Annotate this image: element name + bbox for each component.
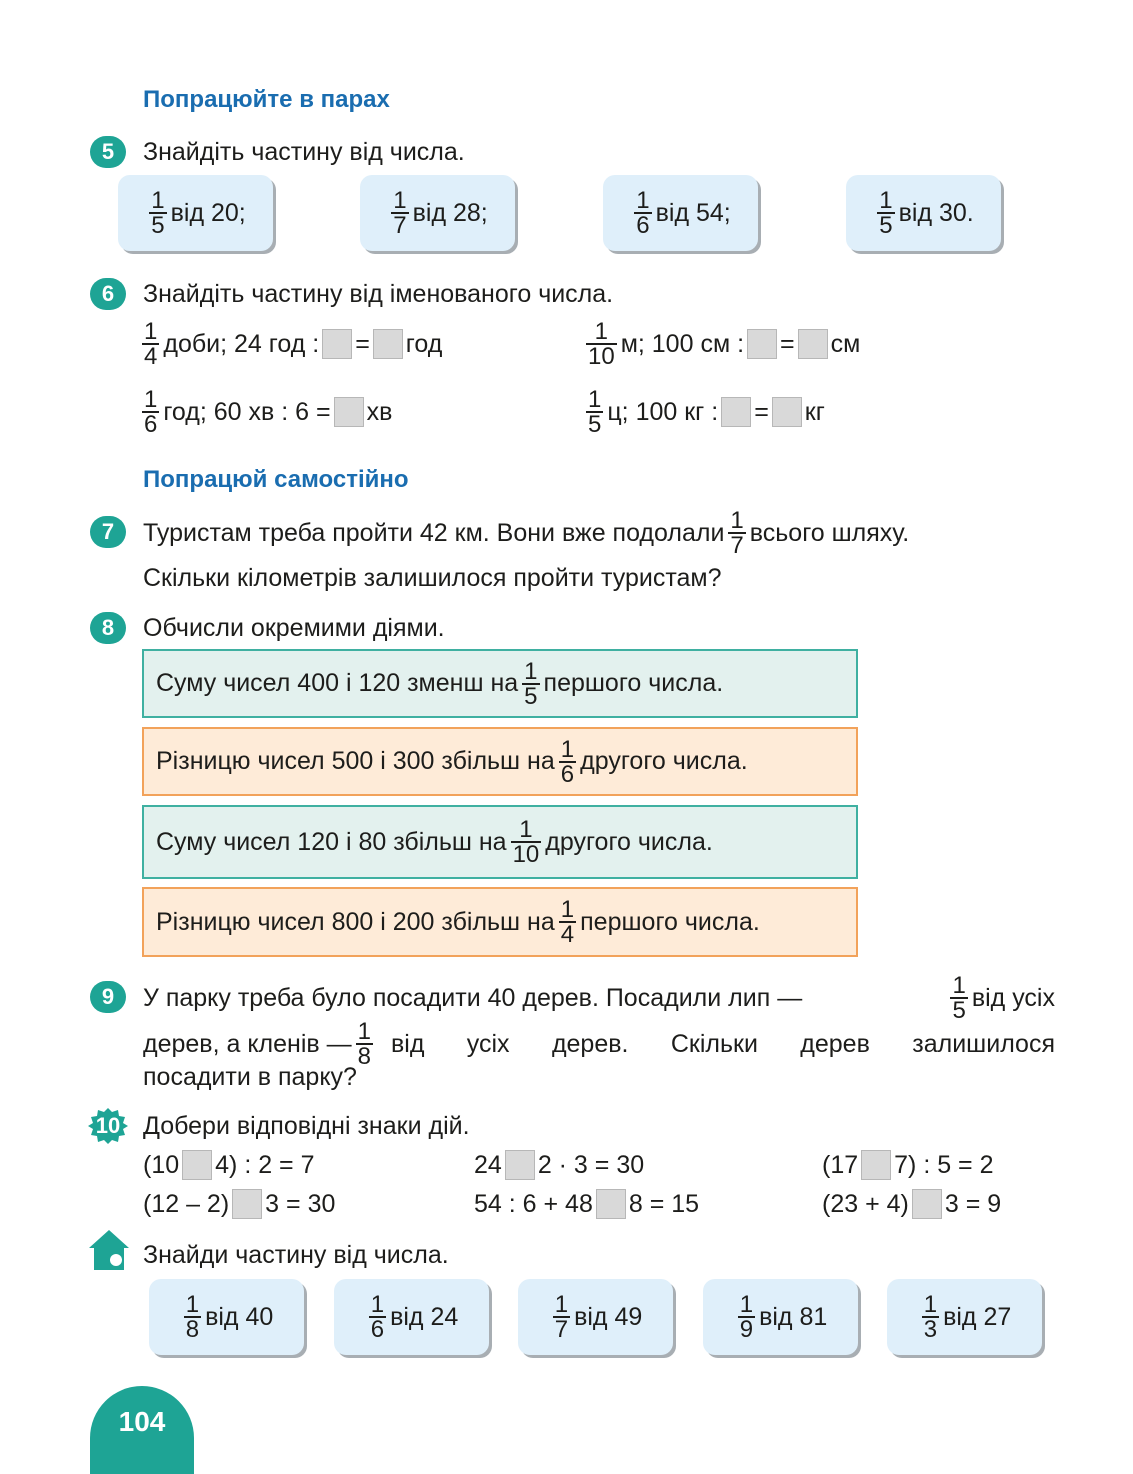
answer-box[interactable] [721, 397, 751, 427]
answer-box[interactable] [798, 329, 828, 359]
sign-box[interactable] [912, 1189, 942, 1219]
homework-card: $\frac{1}{6}$ від 24 [334, 1279, 489, 1355]
sign-box[interactable] [505, 1150, 535, 1180]
task8-text: Обчисли окремими діями. [143, 614, 445, 642]
task9-line2: дерев, а кленів — $\frac{1}{8}$ від усіх дерев. Скільки дерев залишилося [143, 1018, 1055, 1070]
fraction: $\frac{1}{7}$ [554, 1291, 569, 1343]
homework-card: $\frac{1}{9}$ від 81 [703, 1279, 858, 1355]
task7-line2: Скільки кілометрів залишилося пройти туристам? [143, 564, 722, 592]
task-number-10: 10 [95, 1113, 121, 1138]
task8-row: Суму чисел 120 і 80 збільш на $\frac{1}{10}$ другого числа. [142, 805, 858, 879]
task-number-7: 7 [90, 516, 126, 548]
answer-box[interactable] [334, 397, 364, 427]
fraction: $\frac{1}{5}$ [879, 187, 893, 239]
task10-expression: 54 : 6 + 48 8 = 15 [474, 1189, 700, 1218]
fraction: $\frac{1}{6}$ [636, 187, 650, 239]
task5-card: $\frac{1}{5}$ від 20; [118, 175, 273, 251]
fraction: $\frac{1}{7}$ [393, 187, 407, 239]
fraction: $\frac{1}{4}$ [560, 896, 575, 948]
fraction: $\frac{1}{5}$ [524, 657, 538, 710]
task-number-8: 8 [90, 612, 126, 644]
task10-expression: (10 4) : 2 = 7 [143, 1150, 315, 1179]
sign-box[interactable] [596, 1189, 626, 1219]
task-number-5: 5 [90, 136, 126, 168]
task-number-6: 6 [90, 278, 126, 310]
homework-card: $\frac{1}{7}$ від 49 [518, 1279, 673, 1355]
fraction: $\frac{1}{10}$ [512, 816, 540, 868]
task8-row: Суму чисел 400 і 120 зменш на $\frac{1}{5}$ першого числа. [142, 649, 858, 718]
task10-text: Добери відповідні знаки дій. [143, 1112, 470, 1140]
task7-line1: Туристам треба пройти 42 км. Вони вже подолали $\frac{1}{7}$ всього шляху. [143, 507, 910, 559]
fraction: $\frac{1}{4}$ [144, 318, 158, 370]
task10-expression: (23 + 4) 3 = 9 [822, 1189, 1002, 1218]
sign-box[interactable] [861, 1150, 891, 1180]
sign-box[interactable] [232, 1189, 262, 1219]
task8-row: Різницю чисел 500 і 300 збільш на $\frac{1}{6}$ другого числа. [142, 727, 858, 796]
fraction: $\frac{1}{5}$ [952, 972, 966, 1024]
section-title-self: Попрацюй самостійно [143, 466, 409, 493]
answer-box[interactable] [322, 329, 352, 359]
task5-card: $\frac{1}{7}$ від 28; [360, 175, 515, 251]
homework-text: Знайди частину від числа. [143, 1241, 449, 1269]
fraction: $\frac{1}{6}$ [370, 1291, 385, 1343]
homework-card: $\frac{1}{3}$ від 27 [887, 1279, 1042, 1355]
task5-card: $\frac{1}{5}$ від 30. [846, 175, 1001, 251]
task6-item: $\frac{1}{6}$ год; 60 хв : 6 = хв [144, 386, 393, 438]
section-title-pairs: Попрацюйте в парах [143, 86, 390, 113]
fraction: $\frac{1}{9}$ [739, 1291, 754, 1343]
answer-box[interactable] [373, 329, 403, 359]
answer-box[interactable] [747, 329, 777, 359]
task10-expression: (17 7) : 5 = 2 [822, 1150, 994, 1179]
task8-row: Різницю чисел 800 і 200 збільш на $\frac{1}{4}$ першого числа. [142, 887, 858, 957]
task5-text: Знайдіть частину від числа. [143, 138, 465, 166]
home-icon [88, 1228, 130, 1272]
task9-line1: У парку треба було посадити 40 дерев. Посадили лип — $\frac{1}{5}$ від усіх [143, 972, 1055, 1024]
answer-box[interactable] [772, 397, 802, 427]
page-number: 104 [118, 1406, 166, 1437]
task-number-9: 9 [90, 981, 126, 1013]
task6-text: Знайдіть частину від іменованого числа. [143, 280, 614, 308]
fraction: $\frac{1}{6}$ [560, 735, 575, 788]
fraction: $\frac{1}{7}$ [730, 507, 744, 559]
homework-card: $\frac{1}{8}$ від 40 [149, 1279, 304, 1355]
task6-item: $\frac{1}{10}$ м; 100 см : = см [588, 318, 861, 370]
task9-line3: посадити в парку? [143, 1063, 357, 1091]
task10-expression: (12 – 2) 3 = 30 [143, 1189, 336, 1218]
fraction: $\frac{1}{3}$ [923, 1291, 938, 1343]
fraction: $\frac{1}{10}$ [588, 318, 615, 370]
task6-item: $\frac{1}{5}$ ц; 100 кг : = кг [588, 386, 825, 438]
fraction: $\frac{1}{8}$ [357, 1018, 371, 1070]
task10-expression: 24 2 · 3 = 30 [474, 1150, 645, 1179]
fraction: $\frac{1}{8}$ [185, 1291, 200, 1343]
task6-item: $\frac{1}{4}$ доби; 24 год : = год [144, 318, 443, 370]
fraction: $\frac{1}{5}$ [151, 187, 165, 239]
sign-box[interactable] [182, 1150, 212, 1180]
fraction: $\frac{1}{6}$ [144, 386, 158, 438]
fraction: $\frac{1}{5}$ [588, 386, 602, 438]
task5-card: $\frac{1}{6}$ від 54; [603, 175, 758, 251]
